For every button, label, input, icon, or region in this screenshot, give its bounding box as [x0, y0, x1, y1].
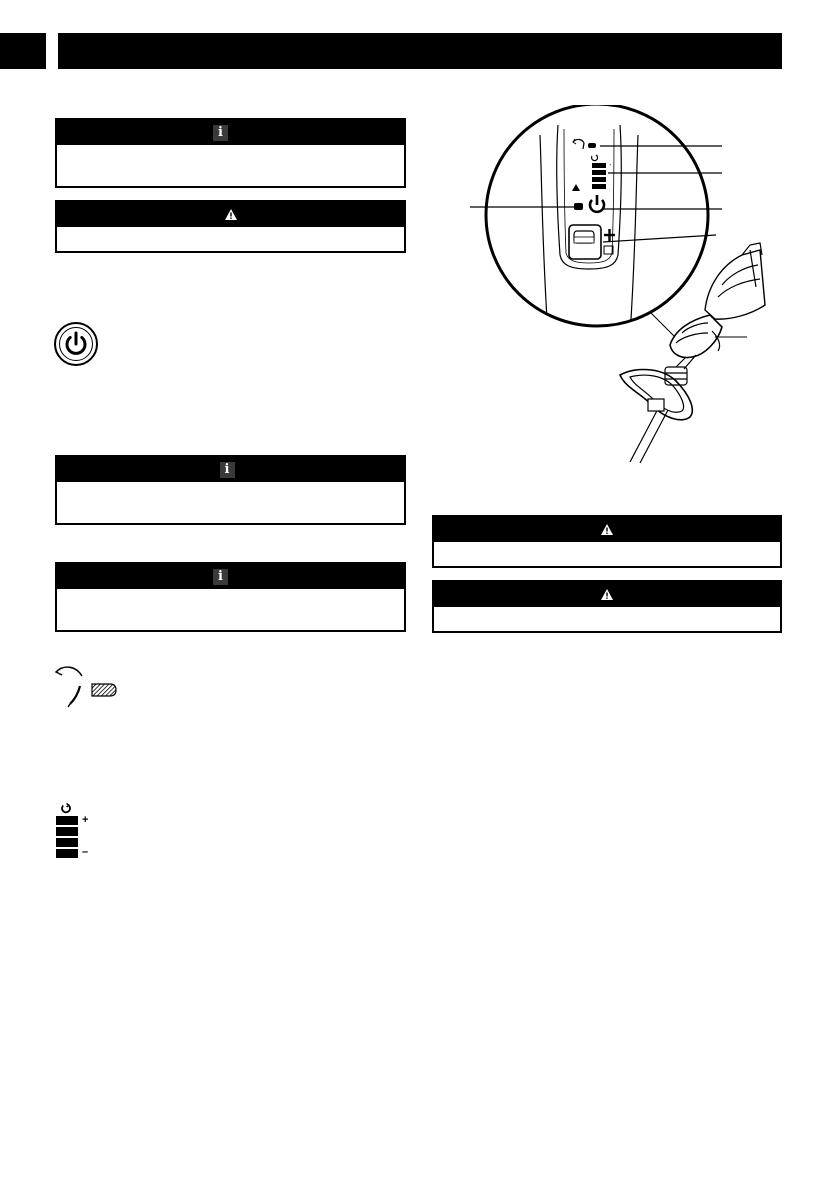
minus-sign: – [82, 846, 89, 858]
battery-level-bar-4 [56, 849, 78, 858]
info-icon: i [213, 569, 228, 585]
auto-mode-icon [52, 664, 122, 708]
note-box-2 [55, 455, 406, 525]
info-icon: i [213, 125, 228, 141]
page-number-tab [0, 33, 46, 69]
warning-triangle-icon [224, 208, 238, 221]
note-header-2 [57, 457, 404, 482]
info-icon: i [220, 462, 235, 478]
header-bar [58, 33, 782, 69]
warning-triangle-icon [600, 588, 614, 601]
warning-box-1 [55, 200, 406, 253]
speed-indicator-icon [56, 802, 106, 860]
warning-triangle-icon [600, 523, 614, 536]
warning-box-2 [432, 515, 782, 568]
plus-sign: + [82, 814, 89, 826]
note-box-1 [55, 118, 406, 188]
warning-header-2 [434, 517, 780, 542]
reset-arrow-icon [60, 802, 72, 814]
battery-level-bar-1 [56, 816, 78, 825]
note-box-3 [55, 562, 406, 632]
svg-text:+: + [609, 162, 612, 167]
power-button-icon [53, 321, 99, 367]
note-header-1 [57, 120, 404, 145]
warning-box-3 [432, 580, 782, 633]
svg-text:-: - [609, 186, 611, 191]
warning-header-3 [434, 582, 780, 607]
warning-header-1 [57, 202, 404, 227]
battery-level-bar-3 [56, 838, 78, 847]
control-panel-illustration [460, 105, 790, 467]
note-header-3 [57, 564, 404, 589]
battery-level-bar-2 [56, 827, 78, 836]
